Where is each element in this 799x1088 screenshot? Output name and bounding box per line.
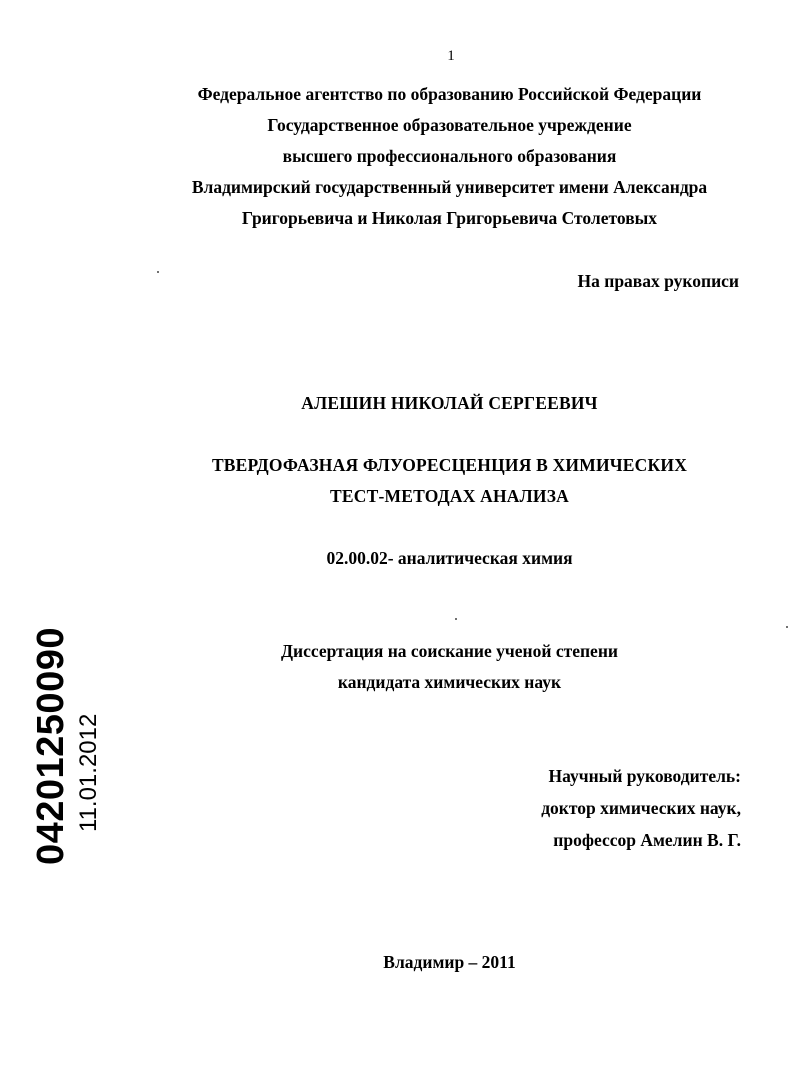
author-name: АЛЕШИН НИКОЛАЙ СЕРГЕЕВИЧ (301, 393, 598, 413)
header-university-line1: Владимирский государственный университет имени Александра (191, 177, 708, 197)
scan-speck (157, 271, 159, 273)
dissertation-line2: кандидата химических наук (337, 672, 562, 692)
scan-speck (455, 618, 457, 620)
specialty-code: 02.00.02- аналитическая химия (326, 548, 573, 568)
header-institution-type: Государственное образовательное учреждение (267, 115, 632, 135)
header-education-level: высшего профессионального образования (282, 146, 617, 166)
scan-speck (786, 626, 788, 628)
library-stamp-code: 04201250090 (30, 627, 72, 865)
page-number: 1 (447, 48, 455, 64)
supervisor-label: Научный руководитель: (548, 766, 741, 786)
thesis-title-line2: ТЕСТ-МЕТОДАХ АНАЛИЗА (330, 486, 569, 506)
thesis-title-line1: ТВЕРДОФАЗНАЯ ФЛУОРЕСЦЕНЦИЯ В ХИМИЧЕСКИХ (211, 455, 688, 475)
supervisor-degree: доктор химических наук, (541, 798, 741, 818)
manuscript-rights: На правах рукописи (577, 271, 739, 291)
library-stamp-date: 11.01.2012 (75, 713, 102, 832)
supervisor-name: профессор Амелин В. Г. (553, 830, 741, 850)
header-agency: Федеральное агентство по образованию Российской Федерации (197, 84, 702, 104)
dissertation-line1: Диссертация на соискание ученой степени (281, 641, 618, 661)
city-year: Владимир – 2011 (383, 952, 516, 972)
header-university-line2: Григорьевича и Николая Григорьевича Столетовых (241, 208, 658, 228)
